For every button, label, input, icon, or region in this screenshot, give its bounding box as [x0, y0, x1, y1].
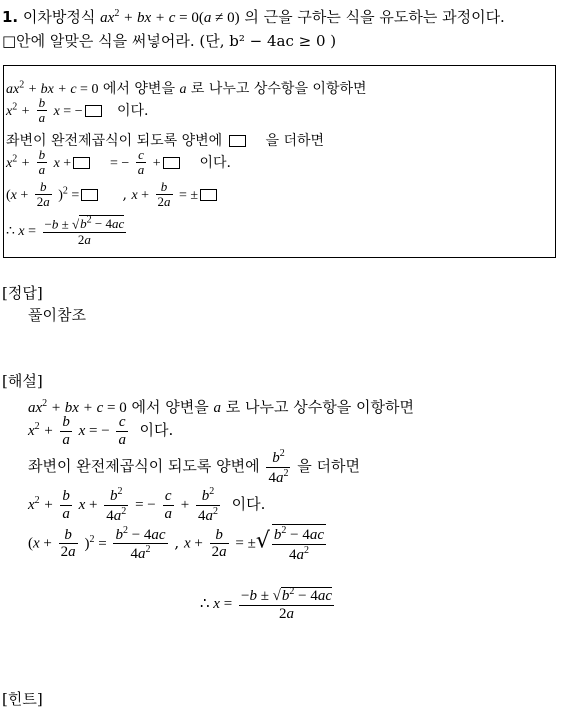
box-line-6: ∴ x = $\frac{-b \pm √b^2 - 4ac}{2a}$	[6, 215, 125, 247]
answer-blank-1[interactable]	[85, 105, 102, 117]
box-line-3	[6, 130, 324, 150]
explain-line-6: ∴ x = $\frac{-b \pm √b^2 - 4ac}{2a}$	[200, 586, 333, 622]
explain-line-1: $ax^2$ + bx + c = 0 에서 양변을 a 로 나누고 상수항을 이항하면	[28, 398, 414, 416]
explain-e1-a: a	[213, 400, 221, 416]
question-line-2	[2, 30, 336, 51]
explain-e3-end: 을 더하면	[297, 457, 360, 475]
box-l3-end: 을 더하면	[265, 133, 325, 149]
question-instruction: □안에 알맞은 식을 써넣어라. (단, b² − 4ac ≥ 0 )	[2, 32, 337, 50]
box-l1-text: 에서 양변을	[102, 81, 175, 97]
question-line-1: 1. 이차방정식 $ax^2$ + bx + c = 0(a ≠ 0) 의 근을 구하는 식을 유도하는 과정이다.	[2, 8, 505, 26]
question-prefix: 이차방정식	[22, 8, 96, 26]
explain-line-3: 좌변이 완전제곱식이 되도록 양변에 $\frac{b^2}{4a^2}$ 을 더하면	[28, 448, 360, 486]
box-l3-text: 좌변이 완전제곱식이 되도록 양변에	[6, 133, 223, 149]
answer-label: [정답]	[2, 284, 43, 302]
hint-label: [힌트]	[2, 690, 43, 708]
answer-blank-5[interactable]	[81, 189, 98, 201]
answer-blank-4[interactable]	[163, 157, 180, 169]
explain-e3-text: 좌변이 완전제곱식이 되도록 양변에	[28, 457, 260, 475]
answer-blank-2[interactable]	[229, 135, 246, 147]
answer-text: 풀이참조	[28, 306, 86, 324]
box-l1-text2: 로 나누고 상수항을 이항하면	[190, 81, 367, 97]
box-l1-a: a	[179, 82, 187, 97]
question-number: 1.	[2, 8, 19, 26]
box-l4-end: 이다.	[199, 154, 231, 171]
answer-blank-6[interactable]	[200, 189, 217, 201]
explain-line-5: (x + $\frac{b}{2a}$ )$^2$ = $\frac{b^2 - 4ac}{4a^2}$ , x + $\frac{b}{2a}$ = ±√ $\frac{b^2 - 4ac}{4a^2}$	[28, 524, 325, 563]
box-l5-comma: ,	[122, 186, 127, 203]
explain-line-2: $x^2$ + $\frac{b}{a}$ x = − $\frac{c}{a}$ 이다.	[28, 414, 174, 448]
answer-blank-3[interactable]	[73, 157, 90, 169]
box-line-2: $x^2$ + $\frac{b}{a}$ x = − 이다.	[6, 95, 149, 126]
explain-line-4: $x^2$ + $\frac{b}{a}$ x + $\frac{b^2}{4a^2}$ = − $\frac{c}{a}$ + $\frac{b^2}{4a^2}$ 이다.	[28, 486, 266, 524]
explain-e1-text: 에서 양변을	[131, 398, 209, 416]
box-line-5: (x + $\frac{b}{2a}$ )$^2$ = , x + $\frac{b}{2a}$ = ±	[6, 180, 219, 210]
explain-label: [해설]	[2, 372, 43, 390]
explain-e4-end: 이다.	[231, 495, 266, 513]
question-suffix: 의 근을 구하는 식을 유도하는 과정이다.	[244, 8, 505, 26]
box-line-4: $x^2$ + $\frac{b}{a}$ x + = − $\frac{c}{a}$ + 이다.	[6, 147, 231, 178]
box-line-1: $ax^2$ + bx + c = 0 에서 양변을 a 로 나누고 상수항을 이항하면	[6, 79, 367, 97]
explain-e1-text2: 로 나누고 상수항을 이항하면	[225, 398, 414, 416]
box-l2-end: 이다.	[116, 102, 149, 119]
explain-e2-end: 이다.	[139, 421, 174, 439]
